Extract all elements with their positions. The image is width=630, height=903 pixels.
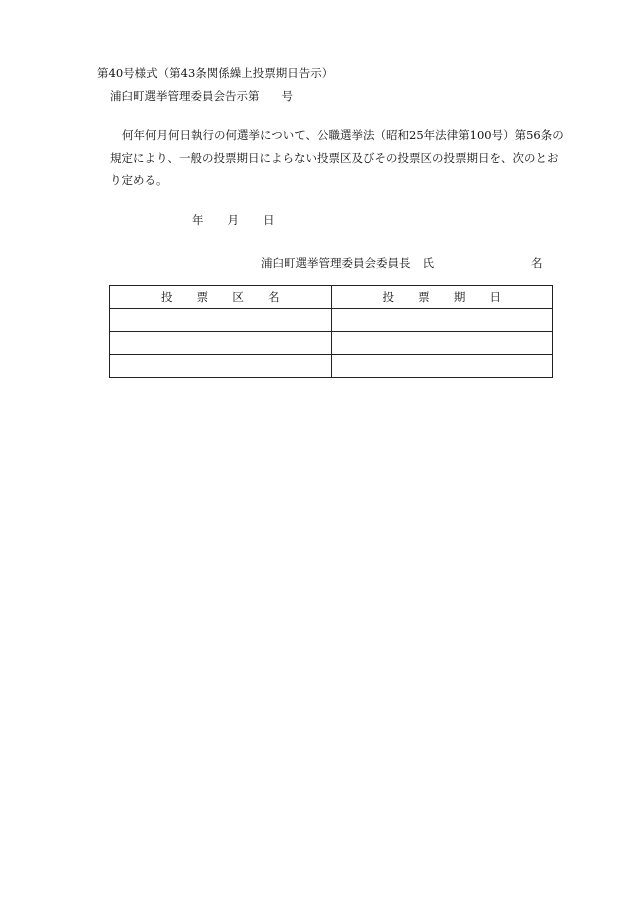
table-row bbox=[110, 355, 553, 378]
table-cell bbox=[110, 355, 332, 378]
header-polling-date: 投票期日 bbox=[331, 286, 553, 309]
table-cell bbox=[331, 332, 553, 355]
table-cell bbox=[110, 309, 332, 332]
body-text-line-2: 規定により、一般の投票期日によらない投票区及びその投票区の投票期日を、次のとお bbox=[110, 151, 559, 165]
table-cell bbox=[331, 355, 553, 378]
table-cell bbox=[110, 332, 332, 355]
table-header-row bbox=[110, 286, 553, 309]
header-polling-district: 投票区名 bbox=[110, 286, 332, 309]
signer-mei: 名 bbox=[531, 256, 543, 270]
form-title: 第40号様式（第43条関係繰上投票期日告示） bbox=[97, 66, 334, 80]
notice-suffix: 号 bbox=[281, 89, 293, 103]
polling-table bbox=[109, 285, 553, 378]
signer-shi: 氏 bbox=[422, 256, 434, 270]
date-day: 日 bbox=[263, 213, 275, 227]
signer-line bbox=[261, 258, 543, 270]
table-cell bbox=[331, 309, 553, 332]
body-text-line-1: 何年何月何日執行の何選挙について、公職選挙法（昭和25年法律第100号）第56条の bbox=[122, 128, 564, 142]
body-text-line-3: り定める。 bbox=[110, 173, 168, 187]
notice-prefix: 浦臼町選挙管理委員会告示第 bbox=[110, 89, 260, 103]
date-month: 月 bbox=[227, 213, 239, 227]
notice-number-line bbox=[110, 91, 293, 103]
date-line bbox=[192, 215, 275, 227]
signer-title: 浦臼町選挙管理委員会委員長 bbox=[261, 256, 411, 270]
date-year: 年 bbox=[192, 213, 204, 227]
table-row bbox=[110, 309, 553, 332]
table-row bbox=[110, 332, 553, 355]
